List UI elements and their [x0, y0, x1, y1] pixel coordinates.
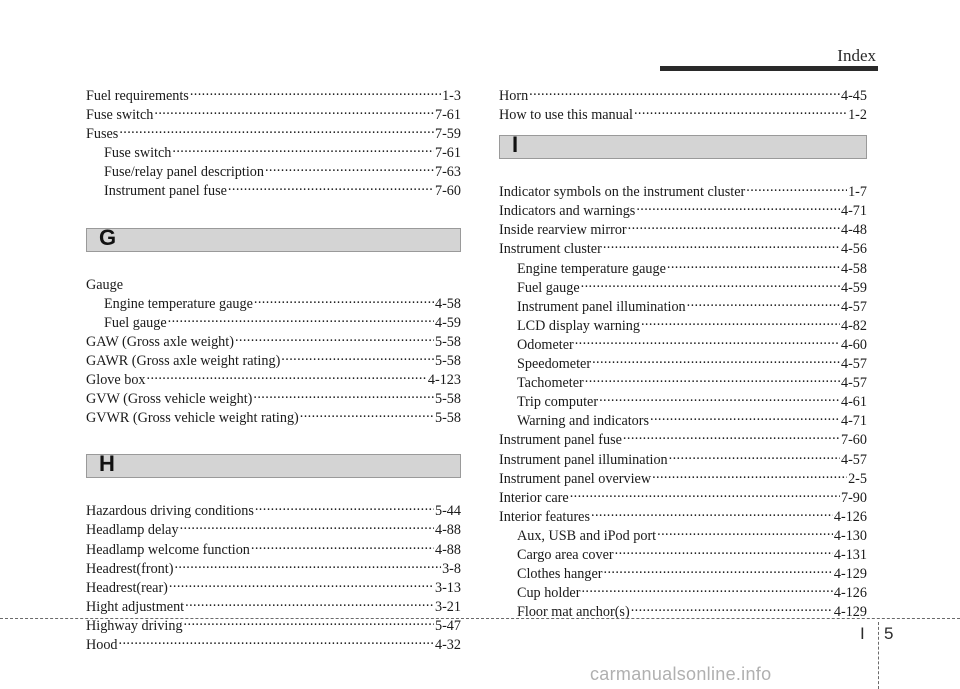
index-term: Hight adjustment	[86, 598, 185, 615]
index-entry	[86, 87, 461, 106]
index-term: Horn	[499, 88, 529, 104]
index-entry	[499, 412, 867, 431]
dot-leader	[255, 503, 434, 515]
index-page-ref: 4-123	[427, 372, 461, 389]
index-term: Engine temperature gauge	[517, 260, 666, 277]
index-page-ref: 7-59	[434, 126, 461, 143]
dot-leader	[529, 88, 840, 100]
index-page-ref: 4-58	[840, 260, 867, 277]
index-entry	[499, 489, 867, 508]
index-term: Inside rearview mirror	[499, 222, 627, 239]
index-entry	[499, 240, 867, 259]
index-page-ref: 3-21	[434, 598, 461, 615]
entry-list	[499, 183, 867, 622]
dot-leader	[657, 528, 833, 540]
section-header-i	[499, 132, 867, 159]
index-entry	[499, 584, 867, 603]
index-page-ref: 1-2	[848, 107, 867, 124]
dot-leader	[585, 375, 840, 387]
index-term: Glove box	[86, 372, 146, 389]
index-entry	[86, 333, 461, 352]
index-page-ref: 4-71	[840, 203, 867, 220]
dot-leader	[174, 561, 441, 573]
index-page-ref: 7-61	[434, 107, 461, 124]
index-entry	[499, 298, 867, 317]
index-entry	[499, 451, 867, 470]
dot-leader	[650, 413, 840, 425]
index-page-ref: 4-129	[833, 604, 867, 621]
dot-leader	[641, 318, 840, 330]
index-page-ref: 4-130	[833, 527, 867, 544]
index-entry	[86, 106, 461, 125]
dot-leader	[251, 542, 434, 554]
index-entry	[499, 87, 867, 106]
index-entry	[86, 163, 461, 182]
index-entry	[86, 144, 461, 163]
dot-leader	[570, 490, 840, 502]
dot-leader	[669, 452, 840, 464]
dot-leader	[281, 353, 434, 365]
index-entry	[86, 541, 461, 560]
index-entry	[499, 202, 867, 221]
index-page-ref: 4-45	[840, 88, 867, 104]
index-entry	[499, 279, 867, 298]
dot-leader	[190, 88, 441, 100]
dot-leader	[687, 299, 840, 311]
index-entry	[86, 276, 461, 295]
index-entry	[86, 502, 461, 521]
index-term: Clothes hanger	[517, 566, 603, 583]
index-page-ref: 4-61	[840, 394, 867, 411]
index-page-ref: 5-44	[434, 503, 461, 520]
index-entry	[86, 352, 461, 371]
index-term: Trip computer	[517, 394, 599, 411]
index-entry	[499, 106, 867, 125]
index-page-ref: 4-88	[434, 541, 461, 558]
entry-list	[499, 87, 867, 125]
index-page-ref: 5-58	[434, 391, 461, 408]
dot-leader	[184, 618, 434, 630]
index-page-ref: 3-13	[434, 579, 461, 596]
index-term: Speedometer	[517, 356, 592, 373]
index-entry	[499, 336, 867, 355]
index-term: Indicators and warnings	[499, 203, 636, 220]
index-page-ref: 4-56	[840, 241, 867, 258]
section-header-h	[86, 451, 461, 478]
dot-leader	[265, 164, 434, 176]
index-entry	[86, 521, 461, 540]
index-term: Interior care	[499, 489, 569, 506]
index-page-ref: 4-88	[434, 522, 461, 539]
index-term: GVW (Gross vehicle weight)	[86, 391, 253, 408]
index-entry	[86, 390, 461, 409]
index-entry	[499, 183, 867, 202]
footer-crop-divider	[878, 622, 880, 689]
index-page-ref: 5-58	[434, 352, 461, 369]
index-page-ref: 4-126	[833, 508, 867, 525]
index-entry	[499, 546, 867, 565]
index-entry	[86, 409, 461, 428]
index-term: GAW (Gross axle weight)	[86, 333, 234, 350]
index-page-ref: 1-3	[442, 88, 461, 104]
index-term: How to use this manual	[499, 107, 633, 124]
dot-leader	[154, 107, 434, 119]
index-page-ref: 5-58	[434, 333, 461, 350]
index-page-ref: 4-131	[833, 546, 867, 563]
dot-leader	[169, 580, 434, 592]
dot-leader	[746, 184, 847, 196]
index-column-left	[86, 87, 461, 655]
dot-leader	[634, 107, 847, 119]
index-page-ref: 4-60	[840, 336, 867, 353]
index-page-ref: 5-58	[434, 410, 461, 427]
index-entry	[86, 371, 461, 390]
index-term: Cargo area cover	[517, 546, 614, 563]
index-page-ref: 7-63	[434, 164, 461, 181]
dot-leader	[615, 547, 833, 559]
index-term: Aux, USB and iPod port	[517, 527, 657, 544]
index-term: Headrest(front)	[86, 560, 174, 577]
index-term: GAWR (Gross axle weight rating)	[86, 352, 281, 369]
dot-leader	[636, 203, 840, 215]
dot-leader	[180, 522, 434, 534]
index-entry	[86, 295, 461, 314]
index-entry	[499, 393, 867, 412]
index-term: Tachometer	[517, 375, 584, 392]
index-entry	[499, 355, 867, 374]
page-header-title: Index	[837, 46, 876, 65]
dot-leader	[147, 372, 427, 384]
index-entry	[499, 431, 867, 450]
header-rule	[660, 66, 878, 71]
index-term: Instrument panel illumination	[517, 298, 686, 315]
section-letter: G	[99, 224, 117, 250]
index-term: Fuses	[86, 126, 119, 143]
index-term: Interior features	[499, 508, 590, 525]
index-term: Fuse switch	[104, 145, 172, 162]
dot-leader	[592, 356, 840, 368]
dot-leader	[185, 599, 434, 611]
dot-leader	[228, 183, 434, 195]
index-page-ref: 2-5	[848, 470, 867, 487]
index-term: Fuse/relay panel description	[104, 164, 264, 181]
dot-leader	[235, 334, 434, 346]
index-term: GVWR (Gross vehicle weight rating)	[86, 410, 299, 427]
index-entry	[499, 374, 867, 393]
index-term: Headrest(rear)	[86, 579, 168, 596]
index-term: Fuel gauge	[517, 279, 580, 296]
index-term: Engine temperature gauge	[104, 295, 253, 312]
index-page-ref: 7-90	[840, 489, 867, 506]
index-term: Indicator symbols on the instrument cluster	[499, 184, 746, 201]
index-page-ref: 4-57	[840, 451, 867, 468]
dot-leader	[599, 394, 840, 406]
index-term: Odometer	[517, 336, 574, 353]
index-page-ref: 4-71	[840, 413, 867, 430]
index-entry	[86, 560, 461, 579]
index-page-ref: 3-8	[442, 560, 461, 577]
index-entry	[86, 182, 461, 201]
footer-crop-line	[0, 618, 960, 619]
index-term: Fuel requirements	[86, 88, 189, 104]
index-page-ref: 4-82	[840, 317, 867, 334]
entry-list	[86, 276, 461, 429]
dot-leader	[603, 241, 840, 253]
entry-list	[86, 87, 461, 202]
index-page-ref: 7-60	[840, 432, 867, 449]
dot-leader	[604, 566, 833, 578]
index-entry	[86, 579, 461, 598]
index-page-ref: 5-47	[434, 617, 461, 634]
entry-list	[86, 502, 461, 655]
dot-leader	[628, 222, 840, 234]
index-entry	[499, 565, 867, 584]
index-page-ref: 4-59	[434, 314, 461, 331]
dot-leader	[581, 280, 840, 292]
section-letter: I	[512, 132, 519, 158]
index-entry	[499, 527, 867, 546]
index-page-ref: 1-7	[848, 184, 867, 201]
index-entry	[499, 470, 867, 489]
index-entry	[499, 260, 867, 279]
dot-leader	[591, 509, 833, 521]
index-entry	[499, 317, 867, 336]
footer-page-number: 5	[884, 624, 894, 643]
index-term: Instrument cluster	[499, 241, 602, 258]
index-entry	[86, 636, 461, 655]
index-entry	[499, 603, 867, 622]
dot-leader	[667, 261, 840, 273]
index-page-ref: 4-48	[840, 222, 867, 239]
index-page-ref: 4-57	[840, 356, 867, 373]
index-term: Headlamp welcome function	[86, 541, 250, 558]
dot-leader	[631, 604, 833, 616]
index-page-ref: 4-126	[833, 585, 867, 602]
dot-leader	[300, 410, 434, 422]
watermark-text: carmanualsonline.info	[590, 664, 772, 684]
dot-leader	[168, 315, 434, 327]
index-term: Fuse switch	[86, 107, 154, 124]
index-page-ref: 4-32	[434, 636, 461, 653]
index-page-ref: 7-60	[434, 183, 461, 200]
index-entry	[86, 617, 461, 636]
index-column-right	[499, 87, 867, 622]
index-term: Hood	[86, 636, 118, 653]
index-entry	[86, 598, 461, 617]
index-page-ref: 4-129	[833, 566, 867, 583]
index-term: Highway driving	[86, 617, 183, 634]
dot-leader	[253, 391, 434, 403]
index-term: Instrument panel fuse	[104, 183, 227, 200]
footer-section-letter: I	[860, 624, 865, 643]
section-header-g	[86, 224, 461, 252]
dot-leader	[575, 337, 840, 349]
index-entry	[86, 314, 461, 333]
dot-leader	[581, 585, 832, 597]
index-term: Headlamp delay	[86, 522, 179, 539]
index-page-ref: 4-59	[840, 279, 867, 296]
dot-leader	[254, 296, 434, 308]
index-term: Fuel gauge	[104, 314, 167, 331]
index-page-ref: 7-61	[434, 145, 461, 162]
index-term: Instrument panel overview	[499, 470, 652, 487]
index-term: Gauge	[86, 276, 124, 293]
dot-leader	[172, 145, 434, 157]
dot-leader	[119, 126, 434, 138]
index-term: Hazardous driving conditions	[86, 503, 254, 520]
index-entry	[86, 125, 461, 144]
index-term: Cup holder	[517, 585, 581, 602]
index-page-ref: 4-57	[840, 375, 867, 392]
section-letter: H	[99, 451, 115, 477]
index-entry	[499, 508, 867, 527]
index-term: Instrument panel illumination	[499, 451, 668, 468]
index-page-ref: 4-57	[840, 298, 867, 315]
index-page-ref: 4-58	[434, 295, 461, 312]
dot-leader	[119, 637, 434, 649]
index-term: Floor mat anchor(s)	[517, 604, 630, 621]
index-term: Instrument panel fuse	[499, 432, 622, 449]
index-term: Warning and indicators	[517, 413, 650, 430]
dot-leader	[652, 471, 847, 483]
index-entry	[499, 221, 867, 240]
dot-leader	[623, 432, 840, 444]
index-term: LCD display warning	[517, 317, 640, 334]
